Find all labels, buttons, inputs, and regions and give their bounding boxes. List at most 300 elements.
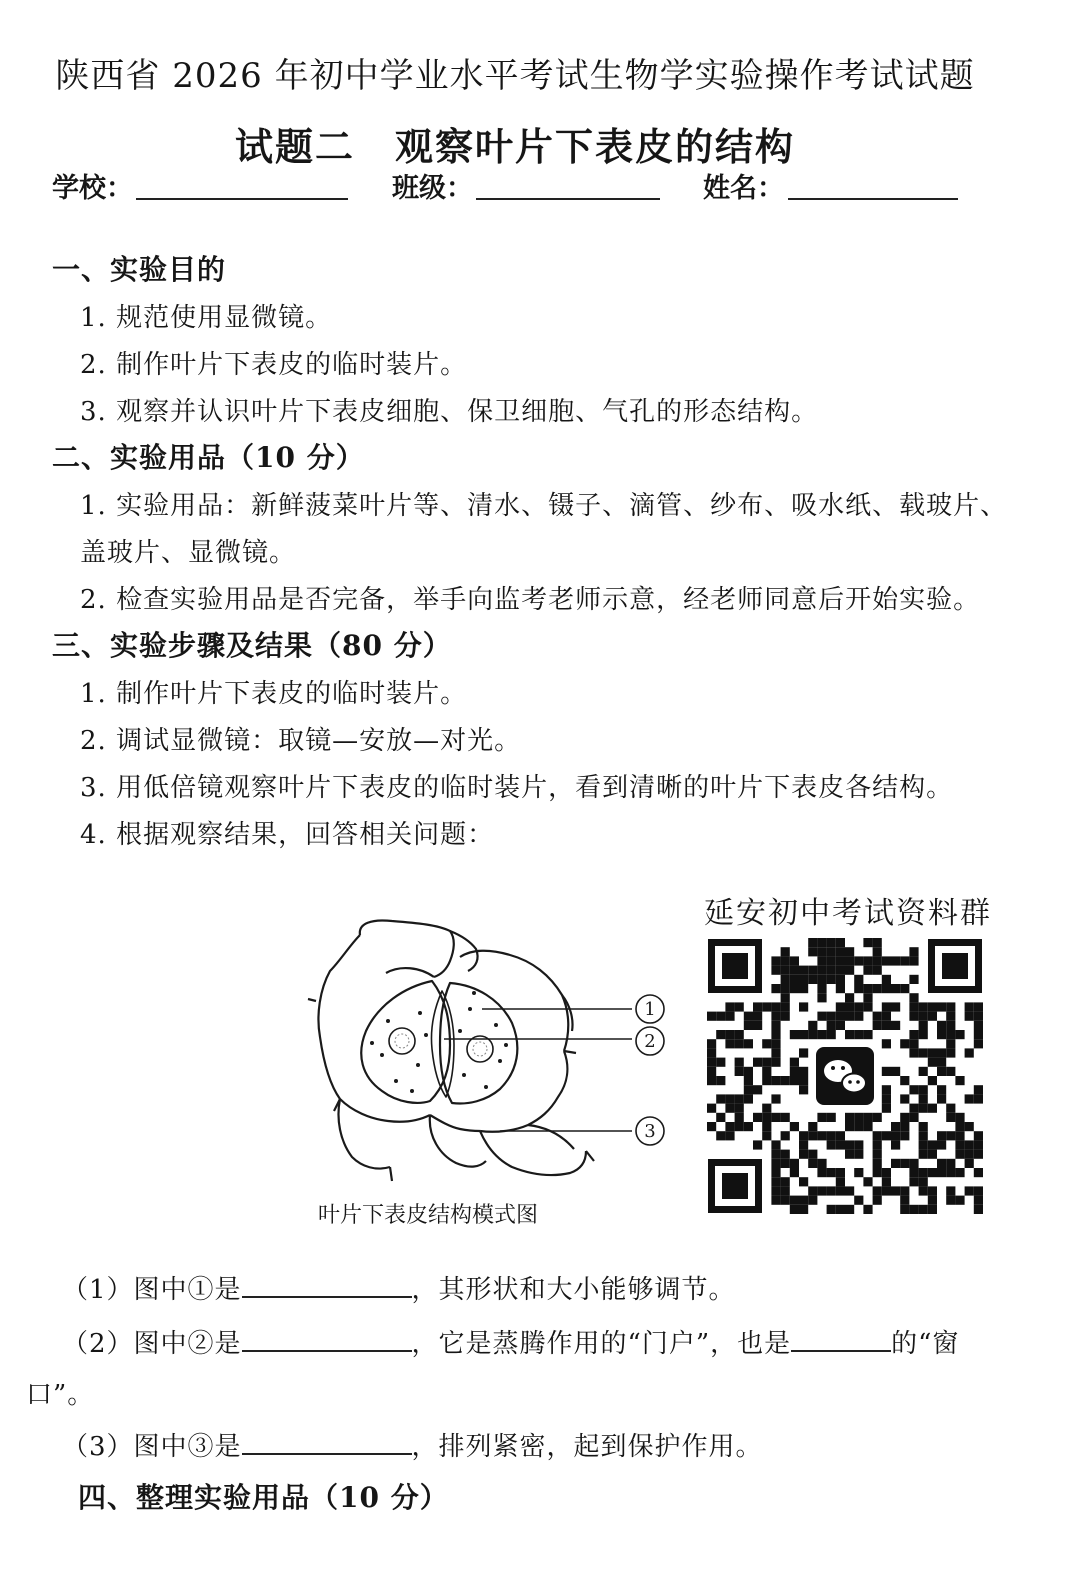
qr-module <box>937 1021 946 1030</box>
qr-module <box>937 1085 946 1094</box>
class-label: 班级： <box>392 173 473 204</box>
section-2-item-1-line-1: 1. 实验用品：新鲜菠菜叶片等、清水、镊子、滴管、纱布、吸水纸、载玻片、 <box>80 491 1008 521</box>
question-2-wrap: 口”。 <box>26 1380 95 1410</box>
qr-module <box>725 1104 734 1113</box>
qr-module <box>955 1076 964 1085</box>
qr-module <box>919 1104 928 1113</box>
qr-module <box>863 1030 872 1039</box>
qr-module <box>781 1113 790 1122</box>
qr-module <box>836 1177 845 1186</box>
section-3-item-3: 3. 用低倍镜观察叶片下表皮的临时装片，看到清晰的叶片下表皮各结构。 <box>80 773 954 803</box>
qr-module <box>753 1012 762 1021</box>
qr-module <box>928 1012 937 1021</box>
qr-module <box>836 975 845 984</box>
answer-blank-1[interactable] <box>242 1268 412 1298</box>
qr-module <box>808 1131 817 1140</box>
section-1-item-2: 2. 制作叶片下表皮的临时装片。 <box>80 350 468 380</box>
qr-module <box>919 1186 928 1195</box>
qr-module <box>808 947 817 956</box>
qr-module <box>817 984 826 993</box>
qr-module <box>799 1085 808 1094</box>
qr-module <box>863 1205 872 1214</box>
qr-module <box>762 1122 771 1131</box>
qr-module <box>753 1002 762 1011</box>
qr-module <box>827 1186 836 1195</box>
qr-module <box>965 1159 974 1168</box>
qr-module <box>845 956 854 965</box>
section-2-item-1-line-2: 盖玻片、显微镜。 <box>80 538 297 568</box>
qr-module <box>827 1012 836 1021</box>
qr-module <box>919 1131 928 1140</box>
qr-module <box>909 1030 918 1039</box>
qr-module <box>790 984 799 993</box>
qr-module <box>946 1159 955 1168</box>
qr-module <box>735 1122 744 1131</box>
qr-module <box>965 1012 974 1021</box>
exam-title: 陕西省 2026 年初中学业水平考试生物学实验操作考试试题 <box>55 56 975 96</box>
qr-module <box>919 1177 928 1186</box>
qr-module <box>854 1012 863 1021</box>
guard-cell-nucleus <box>389 1028 415 1054</box>
qr-module <box>781 1177 790 1186</box>
qr-module <box>909 1048 918 1057</box>
qr-module <box>836 1186 845 1195</box>
qr-module <box>762 1104 771 1113</box>
qr-module <box>827 947 836 956</box>
qr-module <box>882 1104 891 1113</box>
qr-module <box>974 1012 983 1021</box>
qr-module <box>725 1012 734 1021</box>
qr-module <box>799 1140 808 1149</box>
qr-module <box>817 938 826 947</box>
qr-module <box>919 1150 928 1159</box>
qr-module <box>762 1131 771 1140</box>
epidermal-cell-outline <box>386 968 434 977</box>
qr-module <box>716 1030 725 1039</box>
qr-module <box>919 1021 928 1030</box>
qr-module <box>817 993 826 1002</box>
qr-module <box>919 1002 928 1011</box>
qr-module <box>790 1058 799 1067</box>
qr-module <box>882 1012 891 1021</box>
qr-module <box>928 1104 937 1113</box>
qr-module <box>781 1150 790 1159</box>
qr-module <box>836 984 845 993</box>
qr-module <box>909 956 918 965</box>
qr-module <box>900 1186 909 1195</box>
qr-module <box>781 1002 790 1011</box>
guard-cell-nucleus <box>467 1036 493 1062</box>
qr-module <box>790 1030 799 1039</box>
qr-module <box>873 1186 882 1195</box>
qr-module <box>716 1131 725 1140</box>
qr-module <box>919 1085 928 1094</box>
qr-module <box>946 1012 955 1021</box>
question-2 <box>62 1322 959 1360</box>
section-1-heading: 一、实验目的 <box>52 253 227 286</box>
qr-module <box>955 1140 964 1149</box>
qr-module <box>882 975 891 984</box>
qr-module <box>762 1113 771 1122</box>
question-2-prefix: （2）图中②是 <box>62 1329 242 1359</box>
qr-module <box>974 1131 983 1140</box>
qr-module <box>817 956 826 965</box>
qr-module <box>955 1122 964 1131</box>
qr-module <box>854 956 863 965</box>
qr-module <box>937 1131 946 1140</box>
epidermal-cell-outline <box>586 1151 594 1161</box>
qr-module <box>873 1168 882 1177</box>
qr-module <box>744 1122 753 1131</box>
qr-module <box>965 1140 974 1149</box>
qr-module <box>817 1159 826 1168</box>
qr-module <box>845 1012 854 1021</box>
question-1-prefix: （1）图中①是 <box>62 1275 242 1305</box>
qr-module <box>946 1021 955 1030</box>
qr-module <box>845 1113 854 1122</box>
qr-module <box>817 1168 826 1177</box>
qr-module <box>854 1150 863 1159</box>
qr-module <box>882 1039 891 1048</box>
qr-module <box>836 1002 845 1011</box>
name-blank[interactable] <box>788 198 958 200</box>
qr-module <box>937 1030 946 1039</box>
qr-module <box>891 1067 900 1076</box>
qr-module <box>955 1030 964 1039</box>
qr-module <box>827 1131 836 1140</box>
qr-module <box>882 984 891 993</box>
qr-module <box>882 1002 891 1011</box>
qr-module <box>735 1002 744 1011</box>
qr-module <box>873 966 882 975</box>
qr-module <box>882 1131 891 1140</box>
qr-module <box>735 1067 744 1076</box>
qr-module <box>744 1021 753 1030</box>
qr-module <box>817 947 826 956</box>
qr-module <box>771 1094 780 1103</box>
qr-module <box>799 1196 808 1205</box>
qr-module <box>771 1177 780 1186</box>
qr-module <box>836 947 845 956</box>
qr-module <box>753 1058 762 1067</box>
answer-blank-4[interactable] <box>242 1425 412 1455</box>
qr-module <box>900 1196 909 1205</box>
qr-module <box>974 1002 983 1011</box>
qr-module <box>808 975 817 984</box>
section-3-item-1: 1. 制作叶片下表皮的临时装片。 <box>80 679 468 709</box>
qr-module <box>845 1122 854 1131</box>
qr-module <box>771 1030 780 1039</box>
qr-module <box>781 993 790 1002</box>
qr-module <box>762 1076 771 1085</box>
qr-module <box>909 947 918 956</box>
qr-module <box>882 1094 891 1103</box>
qr-module <box>735 1030 744 1039</box>
qr-module <box>854 1196 863 1205</box>
section-4-heading: 四、整理实验用品（10 分） <box>78 1481 449 1514</box>
qr-module <box>827 1030 836 1039</box>
qr-module <box>900 1159 909 1168</box>
qr-module <box>845 1150 854 1159</box>
qr-module <box>845 993 854 1002</box>
qr-module <box>781 1186 790 1195</box>
epidermal-cell-outline <box>480 1131 586 1175</box>
qr-module <box>781 984 790 993</box>
qr-module <box>882 1186 891 1195</box>
figure-caption: 叶片下表皮结构模式图 <box>318 1203 539 1228</box>
qr-module <box>817 1131 826 1140</box>
qr-module <box>827 956 836 965</box>
qr-module <box>900 1113 909 1122</box>
qr-module <box>946 1186 955 1195</box>
qr-module <box>974 1168 983 1177</box>
epidermal-cell-outline <box>430 1115 486 1167</box>
qr-module <box>900 1039 909 1048</box>
qr-module <box>946 1196 955 1205</box>
qr-module <box>790 1205 799 1214</box>
qr-module <box>891 956 900 965</box>
qr-module <box>771 1021 780 1030</box>
qr-module <box>725 1094 734 1103</box>
qr-module <box>863 1002 872 1011</box>
qr-module <box>965 1186 974 1195</box>
qr-module <box>928 1048 937 1057</box>
qr-module <box>882 1168 891 1177</box>
qr-module <box>900 1122 909 1131</box>
qr-module <box>928 1140 937 1149</box>
qr-module <box>799 1048 808 1057</box>
exam-subtitle: 试题二 观察叶片下表皮的结构 <box>234 124 795 169</box>
qr-module <box>863 1113 872 1122</box>
qr-module <box>955 1150 964 1159</box>
qr-module <box>854 975 863 984</box>
qr-module <box>827 938 836 947</box>
qr-module <box>827 1140 836 1149</box>
qr-module <box>827 1205 836 1214</box>
qr-title: 延安初中考试资料群 <box>704 896 992 931</box>
qr-module <box>909 1002 918 1011</box>
qr-module <box>946 1113 955 1122</box>
qr-module <box>771 1196 780 1205</box>
label-2: 2 <box>644 1031 656 1052</box>
qr-module <box>909 975 918 984</box>
qr-module <box>928 1205 937 1214</box>
qr-module <box>781 1076 790 1085</box>
qr-module <box>955 1113 964 1122</box>
qr-module <box>744 1085 753 1094</box>
qr-module <box>863 956 872 965</box>
qr-module <box>735 1039 744 1048</box>
qr-module <box>771 1159 780 1168</box>
section-1-item-3: 3. 观察并认识叶片下表皮细胞、保卫细胞、气孔的形态结构。 <box>80 397 819 427</box>
qr-module <box>854 1030 863 1039</box>
qr-module <box>854 1140 863 1149</box>
answer-blank-3[interactable] <box>791 1322 891 1352</box>
qr-module <box>937 1140 946 1149</box>
qr-finder-pattern <box>928 939 982 993</box>
qr-module <box>827 975 836 984</box>
qr-module <box>753 1021 762 1030</box>
qr-module <box>707 1104 716 1113</box>
qr-module <box>808 1196 817 1205</box>
qr-module <box>836 966 845 975</box>
qr-module <box>799 1067 808 1076</box>
qr-module <box>873 1150 882 1159</box>
label-3: 3 <box>644 1121 656 1142</box>
qr-module <box>744 1076 753 1085</box>
qr-module <box>882 956 891 965</box>
qr-module <box>808 1186 817 1195</box>
qr-module <box>771 1048 780 1057</box>
qr-module <box>882 1085 891 1094</box>
qr-module <box>707 1012 716 1021</box>
qr-module <box>937 1058 946 1067</box>
qr-module <box>955 1168 964 1177</box>
qr-module <box>744 1067 753 1076</box>
qr-module <box>965 1002 974 1011</box>
qr-module <box>928 1150 937 1159</box>
qr-module <box>771 984 780 993</box>
qr-module <box>799 975 808 984</box>
qr-module <box>799 1076 808 1085</box>
qr-module <box>946 1067 955 1076</box>
qr-module <box>873 1131 882 1140</box>
qr-module <box>974 1140 983 1149</box>
question-3-prefix: （3）图中③是 <box>62 1432 242 1462</box>
qr-module <box>762 1039 771 1048</box>
qr-module <box>974 1205 983 1214</box>
qr-module <box>827 1168 836 1177</box>
qr-module <box>854 1113 863 1122</box>
qr-module <box>771 1186 780 1195</box>
qr-module <box>845 1205 854 1214</box>
qr-module <box>919 1067 928 1076</box>
qr-module <box>799 1177 808 1186</box>
qr-module <box>836 938 845 947</box>
qr-module <box>946 1168 955 1177</box>
qr-module <box>974 1186 983 1195</box>
qr-module <box>790 1067 799 1076</box>
qr-module <box>725 1039 734 1048</box>
qr-module <box>873 1113 882 1122</box>
qr-module <box>827 966 836 975</box>
qr-module <box>781 956 790 965</box>
qr-module <box>808 1159 817 1168</box>
qr-module <box>744 1094 753 1103</box>
qr-module <box>891 1131 900 1140</box>
epidermal-cell-outline <box>430 1115 480 1131</box>
qr-module <box>762 1002 771 1011</box>
qr-module <box>891 1186 900 1195</box>
qr-module <box>974 1196 983 1205</box>
qr-module <box>762 1067 771 1076</box>
school-blank[interactable] <box>136 198 348 200</box>
qr-module <box>790 956 799 965</box>
question-3-suffix: ，排列紧密，起到保护作用。 <box>411 1432 763 1462</box>
qr-module <box>771 1058 780 1067</box>
qr-module <box>965 1094 974 1103</box>
qr-module <box>808 1030 817 1039</box>
class-blank[interactable] <box>476 198 660 200</box>
section-2-item-2: 2. 检查实验用品是否完备，举手向监考老师示意，经老师同意后开始实验。 <box>80 585 981 615</box>
qr-module <box>946 1131 955 1140</box>
qr-module <box>790 1159 799 1168</box>
qr-module <box>882 1177 891 1186</box>
qr-module <box>845 947 854 956</box>
qr-module <box>891 1122 900 1131</box>
qr-module <box>725 1122 734 1131</box>
qr-module <box>946 1002 955 1011</box>
qr-module <box>873 1012 882 1021</box>
qr-module <box>771 956 780 965</box>
qr-module <box>891 1159 900 1168</box>
qr-module <box>873 1021 882 1030</box>
qr-module <box>919 1205 928 1214</box>
qr-module <box>808 1122 817 1131</box>
qr-module <box>919 1122 928 1131</box>
qr-module <box>909 1085 918 1094</box>
qr-module <box>845 1186 854 1195</box>
qr-module <box>790 966 799 975</box>
qr-module <box>771 1150 780 1159</box>
qr-module <box>946 1104 955 1113</box>
qr-code <box>706 937 984 1215</box>
qr-module <box>799 966 808 975</box>
qr-module <box>928 1186 937 1195</box>
qr-module <box>974 1150 983 1159</box>
qr-module <box>716 1058 725 1067</box>
qr-module <box>799 984 808 993</box>
epidermal-cell-outline <box>390 1167 392 1181</box>
question-1 <box>62 1268 736 1306</box>
epidermal-cell-outline <box>308 999 316 1001</box>
question-2-suffix: 的“窗 <box>891 1329 960 1359</box>
qr-module <box>919 1168 928 1177</box>
qr-module <box>771 1076 780 1085</box>
qr-module <box>854 1168 863 1177</box>
qr-module <box>863 966 872 975</box>
qr-module <box>781 1196 790 1205</box>
qr-module <box>799 1131 808 1140</box>
qr-module <box>928 1058 937 1067</box>
epidermal-cell-outline <box>528 1125 574 1149</box>
qr-module <box>817 1012 826 1021</box>
answer-blank-2[interactable] <box>242 1322 412 1352</box>
qr-module <box>909 993 918 1002</box>
qr-module <box>909 1113 918 1122</box>
qr-module <box>753 1140 762 1149</box>
qr-module <box>771 1012 780 1021</box>
qr-module <box>790 1076 799 1085</box>
section-2-heading: 二、实验用品（10 分） <box>52 441 365 474</box>
qr-module <box>919 1094 928 1103</box>
qr-module <box>909 1012 918 1021</box>
qr-module <box>882 1067 891 1076</box>
qr-module <box>937 1094 946 1103</box>
qr-module <box>873 1196 882 1205</box>
qr-module <box>781 1159 790 1168</box>
qr-module <box>909 1205 918 1214</box>
qr-module <box>909 1168 918 1177</box>
qr-module <box>799 1150 808 1159</box>
qr-module <box>735 1094 744 1103</box>
qr-module <box>928 1076 937 1085</box>
epidermal-cell-outline <box>480 1051 567 1132</box>
qr-module <box>781 975 790 984</box>
qr-module <box>845 1002 854 1011</box>
qr-module <box>891 1140 900 1149</box>
qr-module <box>873 938 882 947</box>
